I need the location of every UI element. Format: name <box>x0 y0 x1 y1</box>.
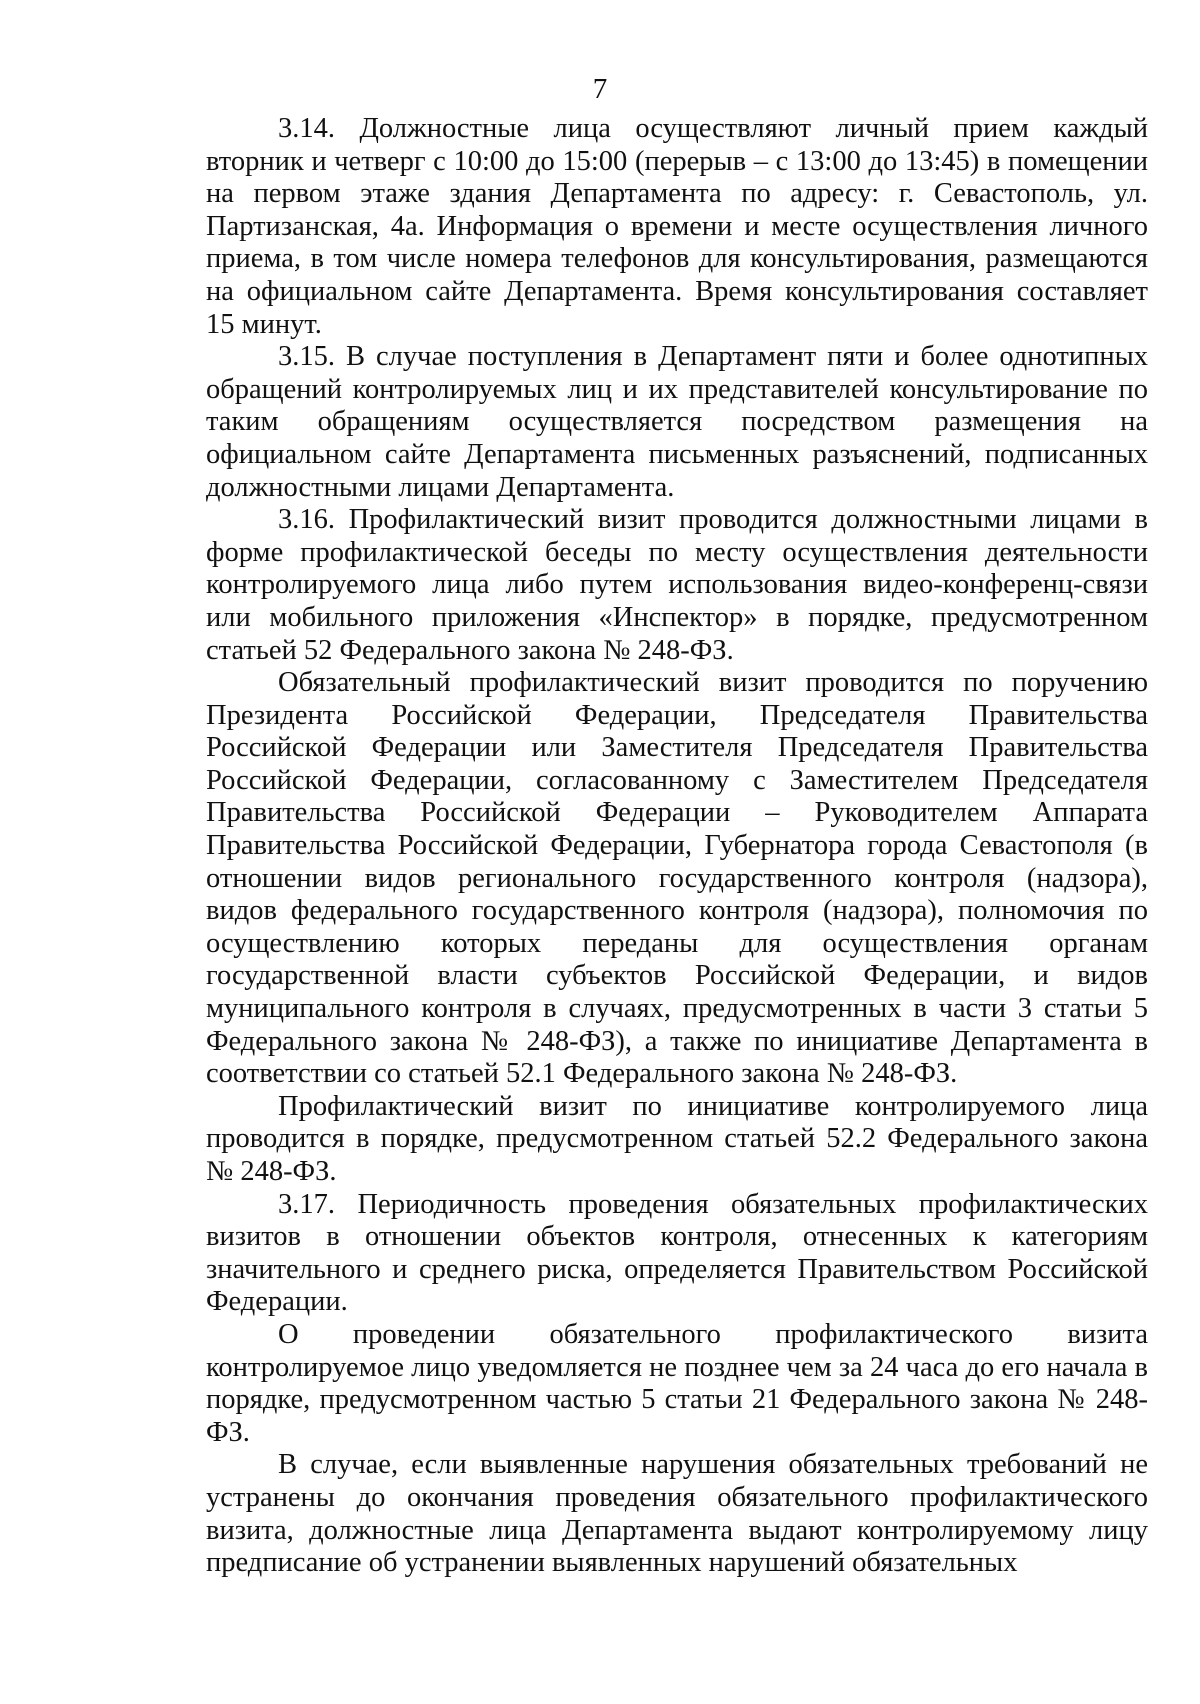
paragraph-mandatory-visit: Обязательный профилактический визит проводится по поручению Президента Российской Федерации, Председателя Правительства Российской Федерации или Заместителя Председателя Правительства Российской Федерации, согласованному с Заместителем Председателя Правительства Российской Федерации – Руководителем Аппарата Правительства Российской Федерации, Губернатора города Севастополя (в отношении видов регионального государственного контроля (надзора), видов федерального государственного контроля (надзора), полномочия по осуществлению которых переданы для осуществления органам государственной власти субъектов Российской Федерации, и видов муниципального контроля в случаях, предусмотренных в части 3 статьи 5 Федерального закона № 248-ФЗ), а также по инициативе Департамента в соответствии со статьей 52.1 Федерального закона № 248-ФЗ. <box>206 667 1148 1090</box>
paragraph-initiative-visit: Профилактический визит по инициативе контролируемого лица проводится в порядке, предусмотренном статьей 52.2 Федерального закона № 248-ФЗ. <box>206 1090 1148 1187</box>
paragraph-3-15: 3.15. В случае поступления в Департамент пяти и более однотипных обращений контролируемых лиц и их представителей консультирование по таким обращениям осуществляется посредством размещения на официальном сайте Департамента письменных разъяснений, подписанных должностными лицами Департамента. <box>206 341 1148 503</box>
document-body <box>206 113 1148 1580</box>
paragraph-violations: В случае, если выявленные нарушения обязательных требований не устранены до окончания проведения обязательного профилактического визита, должностные лица Департамента выдают контролируемому лицу предписание об устранении выявленных нарушений обязательных <box>206 1449 1148 1579</box>
paragraph-3-17: 3.17. Периодичность проведения обязательных профилактических визитов в отношении объектов контроля, отнесенных к категориям значительного и среднего риска, определяется Правительством Российской Федерации. <box>206 1188 1148 1318</box>
page-number: 7 <box>592 73 608 105</box>
paragraph-3-16: 3.16. Профилактический визит проводится должностными лицами в форме профилактической беседы по месту осуществления деятельности контролируемого лица либо путем использования видео-конференц-связи или мобильного приложения «Инспектор» в порядке, предусмотренном статьей 52 Федерального закона № 248-ФЗ. <box>206 504 1148 666</box>
paragraph-notification: О проведении обязательного профилактического визита контролируемое лицо уведомляется не позднее чем за 24 часа до его начала в порядке, предусмотренном частью 5 статьи 21 Федерального закона № 248-ФЗ. <box>206 1318 1148 1448</box>
paragraph-3-14: 3.14. Должностные лица осуществляют личный прием каждый вторник и четверг с 10:00 до 15:00 (перерыв – с 13:00 до 13:45) в помещении на первом этаже здания Департамента по адресу: г. Севастополь, ул. Партизанская, 4а. Информация о времени и месте осуществления личного приема, в том числе номера телефонов для консультирования, размещаются на официальном сайте Департамента. Время консультирования составляет 15 минут. <box>206 113 1148 340</box>
